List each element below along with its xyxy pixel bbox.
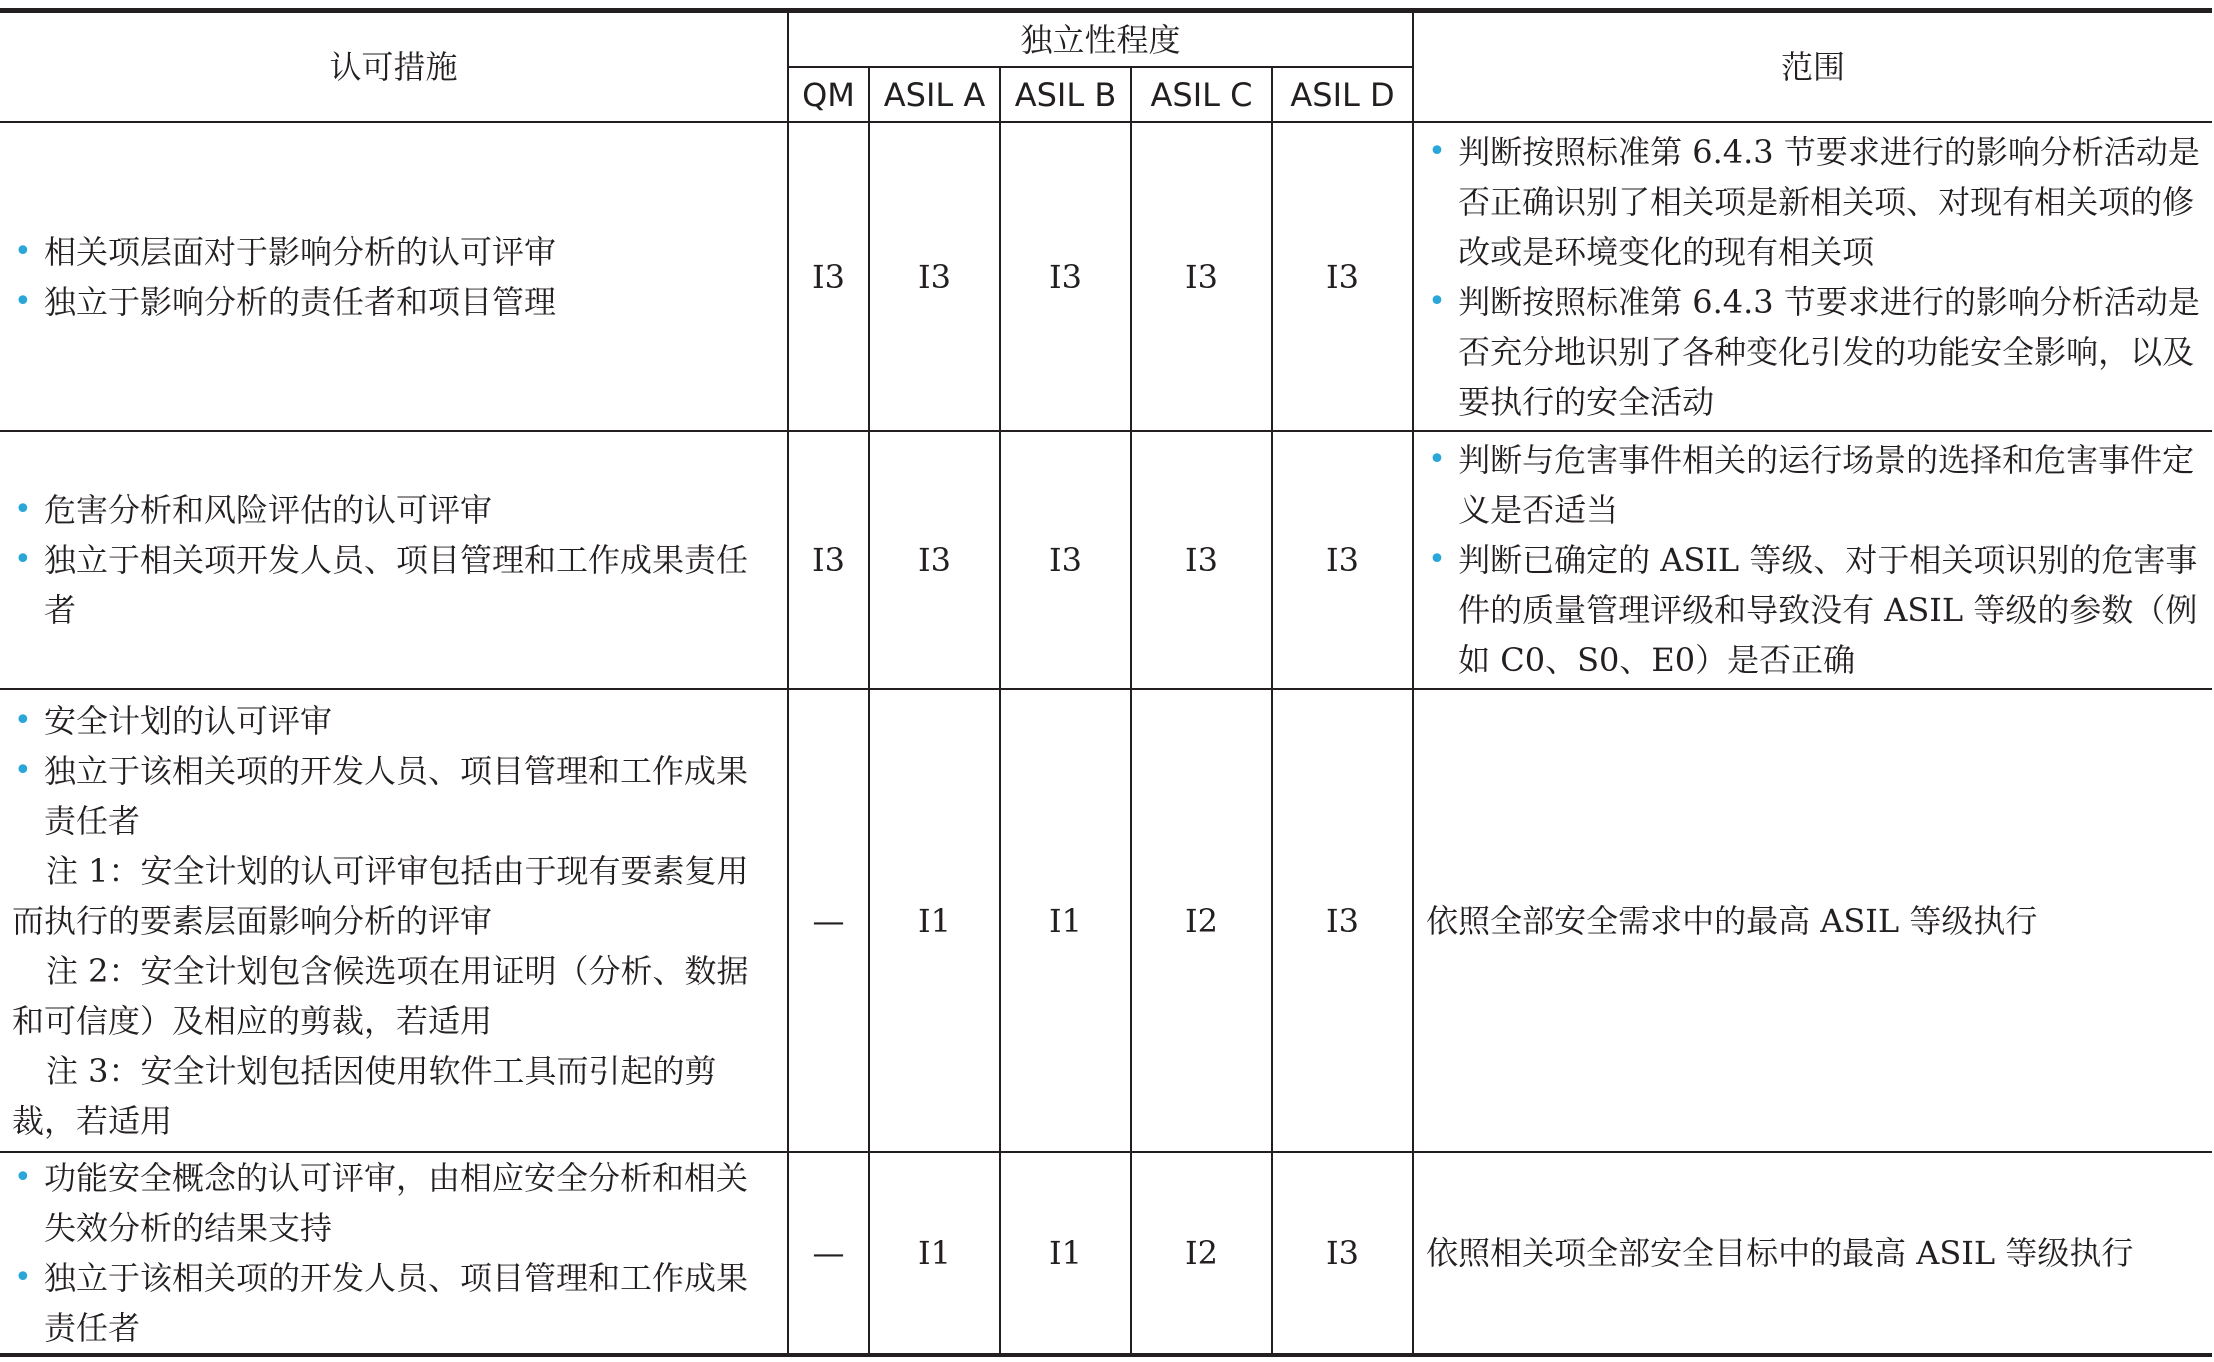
scope-text: 判断与危害事件相关的运行场景的选择和危害事件定义是否适当 (1458, 441, 2195, 529)
list-item (12, 535, 779, 635)
bullet-icon: • (14, 492, 32, 527)
list-item (12, 696, 779, 746)
list-item (12, 1153, 779, 1253)
header-level-qm: QM (788, 67, 869, 122)
scope-cell (1413, 431, 2212, 689)
bullet-icon: • (14, 283, 32, 319)
list-item (12, 1253, 779, 1353)
scope-cell: 依照相关项全部安全目标中的最高 ASIL 等级执行 (1413, 1152, 2212, 1355)
measure-text: 相关项层面对于影响分析的认可评审 (44, 232, 557, 271)
header-level-asil-d: ASIL D (1272, 67, 1413, 122)
level-cell: I3 (1272, 689, 1413, 1152)
header-level-asil-b: ASIL B (1000, 67, 1131, 122)
level-cell: I1 (1000, 689, 1131, 1152)
list-item (1426, 535, 2204, 685)
scope-cell (1413, 122, 2212, 431)
bullet-icon: • (14, 1260, 32, 1295)
measure-cell (0, 689, 788, 1152)
list-item (12, 227, 779, 277)
level-cell: I3 (1000, 431, 1131, 689)
level-cell: I3 (788, 122, 869, 431)
level-cell: I3 (1131, 122, 1272, 431)
header-level-asil-c: ASIL C (1131, 67, 1272, 122)
measure-text: 独立于该相关项的开发人员、项目管理和工作成果责任者 (44, 751, 749, 840)
bullet-icon: • (1428, 283, 1446, 319)
header-independence: 独立性程度 (788, 11, 1413, 68)
level-cell: I3 (1272, 431, 1413, 689)
scope-text: 判断已确定的 ASIL 等级、对于相关项识别的危害事件的质量管理评级和导致没有 ASIL 等级的参数（例如 C0、S0、E0）是否正确 (1458, 541, 2198, 679)
table-row (0, 122, 2212, 431)
level-cell: I3 (1000, 122, 1131, 431)
level-cell: — (788, 1152, 869, 1355)
scope-text: 判断按照标准第 6.4.3 节要求进行的影响分析活动是否正确识别了相关项是新相关项、对现有相关项的修改或是环境变化的现有相关项 (1458, 132, 2200, 271)
level-cell: I3 (869, 431, 1000, 689)
measure-text: 功能安全概念的认可评审，由相应安全分析和相关失效分析的结果支持 (44, 1159, 749, 1247)
measure-text: 独立于相关项开发人员、项目管理和工作成果责任者 (44, 541, 749, 629)
bullet-icon: • (14, 1160, 32, 1195)
confirmation-measures-table (0, 8, 2212, 1357)
level-cell: I3 (1131, 431, 1272, 689)
scope-text: 判断按照标准第 6.4.3 节要求进行的影响分析活动是否充分地识别了各种变化引发的功能安全影响，以及要执行的安全活动 (1458, 282, 2200, 421)
measure-cell (0, 1152, 788, 1355)
measure-text: 安全计划的认可评审 (44, 701, 333, 740)
level-cell: I3 (869, 122, 1000, 431)
bullet-icon: • (14, 542, 32, 577)
list-item (12, 277, 779, 327)
level-cell: I3 (1272, 1152, 1413, 1355)
level-cell: I3 (1272, 122, 1413, 431)
level-cell: I1 (869, 689, 1000, 1152)
measure-text: 危害分析和风险评估的认可评审 (44, 491, 493, 529)
level-cell: I2 (1131, 689, 1272, 1152)
bullet-icon: • (14, 702, 32, 738)
level-cell: — (788, 689, 869, 1152)
list-item (1426, 277, 2204, 427)
note-text: 注 3：安全计划包括因使用软件工具而引起的剪裁，若适用 (12, 1051, 717, 1140)
measure-text: 独立于影响分析的责任者和项目管理 (44, 282, 557, 321)
table-row (0, 1152, 2212, 1355)
bullet-icon: • (1428, 133, 1446, 169)
scope-cell: 依照全部安全需求中的最高 ASIL 等级执行 (1413, 689, 2212, 1152)
header-level-asil-a: ASIL A (869, 67, 1000, 122)
header-scope: 范围 (1413, 11, 2212, 123)
bullet-icon: • (1428, 542, 1446, 577)
measure-text: 独立于该相关项的开发人员、项目管理和工作成果责任者 (44, 1259, 749, 1347)
level-cell: I2 (1131, 1152, 1272, 1355)
measure-cell (0, 122, 788, 431)
list-item (1426, 127, 2204, 277)
header-measure: 认可措施 (0, 11, 788, 123)
table-row (0, 689, 2212, 1152)
bullet-icon: • (1428, 442, 1446, 477)
list-item (12, 485, 779, 535)
bullet-icon: • (14, 752, 32, 788)
note-text: 注 2：安全计划包含候选项在用证明（分析、数据和可信度）及相应的剪裁，若适用 (12, 951, 749, 1040)
level-cell: I3 (788, 431, 869, 689)
bullet-icon: • (14, 233, 32, 269)
list-item (12, 746, 779, 846)
measure-cell (0, 431, 788, 689)
table-row (0, 431, 2212, 689)
level-cell: I1 (869, 1152, 1000, 1355)
level-cell: I1 (1000, 1152, 1131, 1355)
list-item (1426, 435, 2204, 535)
note-text: 注 1：安全计划的认可评审包括由于现有要素复用而执行的要素层面影响分析的评审 (12, 851, 749, 940)
